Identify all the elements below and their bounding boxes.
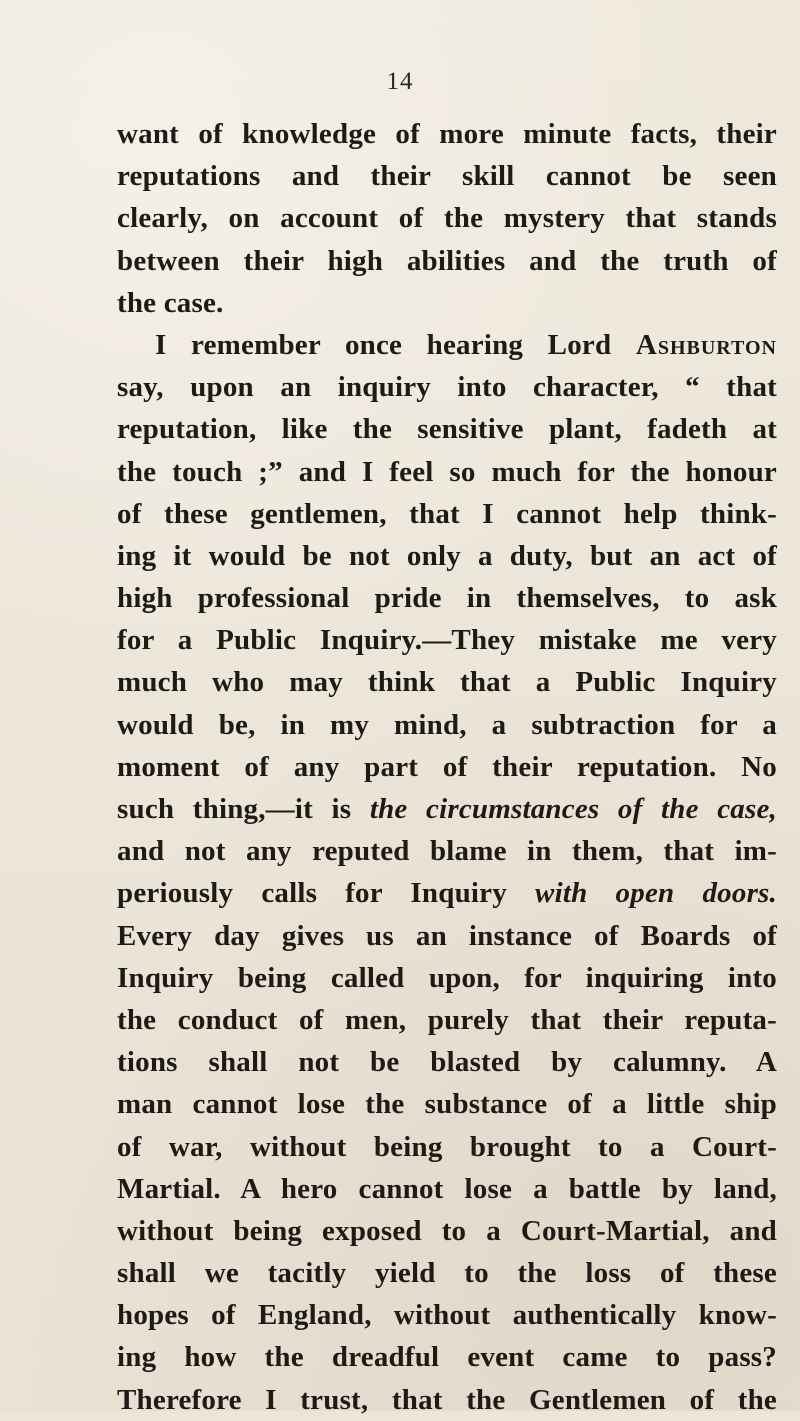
italic-emphasis: the circumstances of the case, — [369, 793, 777, 825]
text-line: much who may think that a Public Inquiry — [117, 666, 777, 699]
text-line: Every day gives us an instance of Boards of — [117, 919, 777, 952]
text-line: would be, in my mind, a subtraction for a — [117, 708, 777, 741]
text-line: reputation, like the sensitive plant, fadeth at — [117, 413, 777, 446]
text-line: Inquiry being called upon, for inquiring into — [117, 961, 777, 994]
person-name: Ashburton — [635, 328, 777, 361]
text-line: clearly, on account of the mystery that stands — [117, 202, 777, 235]
italic-emphasis: with open doors. — [535, 877, 777, 910]
text-line — [117, 324, 777, 366]
text-line: say, upon an inquiry into character, “ that — [117, 371, 777, 404]
text-line: hopes of England, without authentically know- — [117, 1299, 777, 1332]
text-line: want of knowledge of more minute facts, their — [117, 118, 777, 150]
text-line: ing it would be not only a duty, but an act of — [117, 539, 777, 572]
text-line: of war, without being brought to a Court- — [117, 1130, 777, 1163]
text-line: the conduct of men, purely that their reputa- — [117, 1003, 777, 1036]
text-line: and not any reputed blame in them, that im- — [117, 835, 777, 868]
text-line: without being exposed to a Court-Martial, and — [117, 1214, 777, 1247]
page-number: 14 — [386, 68, 414, 95]
text-line: shall we tacitly yield to the loss of these — [117, 1257, 777, 1290]
text-line: moment of any part of their reputation. No — [117, 750, 777, 783]
text-line: the touch ;” and I feel so much for the honour — [117, 455, 777, 488]
text-run: such thing,—it is — [117, 793, 370, 825]
text-line: Martial. A hero cannot lose a battle by land, — [117, 1172, 777, 1205]
text-line: high professional pride in themselves, to ask — [117, 582, 777, 615]
text-line: man cannot lose the substance of a little ship — [117, 1088, 777, 1121]
text-line: the case. — [117, 286, 224, 319]
text-line — [117, 788, 777, 830]
text-run: I remember once hearing Lord — [155, 328, 636, 361]
text-line: reputations and their skill cannot be seen — [117, 160, 777, 193]
text-line: Therefore I trust, that the Gentlemen of the — [117, 1383, 777, 1416]
text-line: for a Public Inquiry.—They mistake me very — [117, 624, 777, 657]
text-line: of these gentlemen, that I cannot help think- — [117, 497, 777, 530]
text-line: tions shall not be blasted by calumny. A — [117, 1046, 777, 1079]
text-line: ing how the dreadful event came to pass? — [117, 1341, 777, 1374]
text-line: between their high abilities and the truth of — [117, 244, 777, 277]
text-line — [117, 872, 777, 914]
text-run: periously calls for Inquiry — [117, 877, 536, 910]
body-text — [117, 113, 777, 1421]
